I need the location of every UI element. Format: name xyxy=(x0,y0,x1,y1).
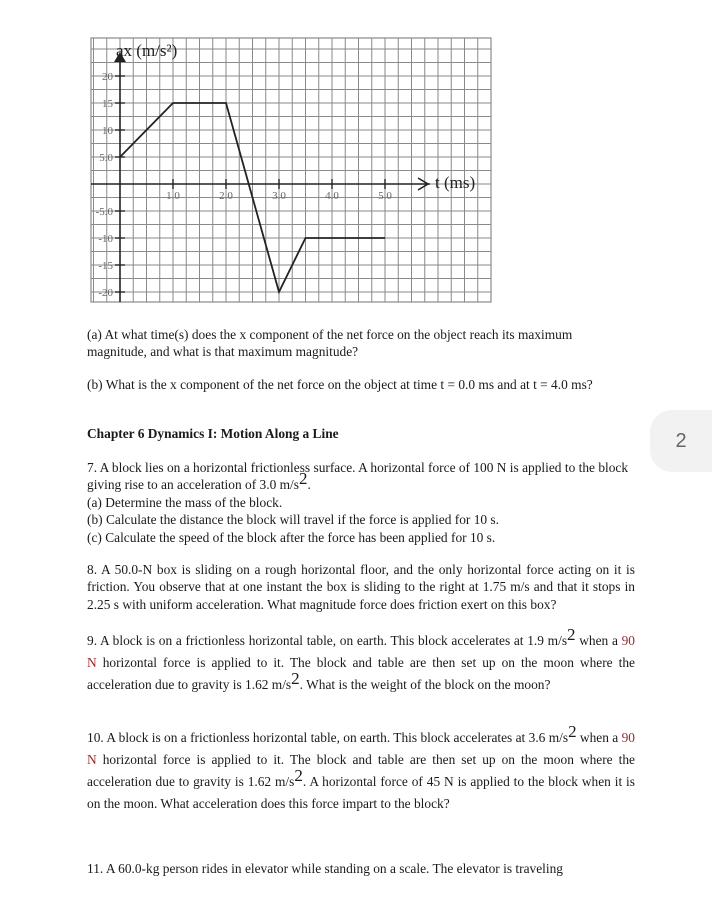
question-9: 9. A block is on a frictionless horizontal table, on earth. This block accelerates at 1.9 m/s2 when a 90 N horizontal force is applied to it. The block and table are then set up on the moon where the acceleration due to gravity is 1.62 m/s2. What is the weight of the block on the moon? xyxy=(87,625,635,692)
q7-part-a: (a) Determine the mass of the block. xyxy=(87,494,283,510)
y-tick-label: -10 xyxy=(98,233,113,245)
y-tick-label: -5.0 xyxy=(95,206,113,218)
y-tick-label: 5.0 xyxy=(99,152,113,164)
q10-force-value: 90 N xyxy=(87,730,635,767)
x-tick-label: 5.0 xyxy=(378,190,392,202)
x-axis-label: t (ms) xyxy=(435,173,476,192)
q7-part-c: (c) Calculate the speed of the block after the force has been applied for 10 s. xyxy=(87,529,496,545)
x-tick-label: 1.0 xyxy=(166,190,180,202)
x-tick-label: 4.0 xyxy=(325,190,339,202)
x-tick-label: 2.0 xyxy=(219,190,233,202)
question-b: (b) What is the x component of the net force on the object at time t = 0.0 ms and at t = 4.0 ms? xyxy=(87,377,593,392)
page-number-badge[interactable]: 2 xyxy=(650,410,712,472)
y-tick-label: 15 xyxy=(102,98,113,110)
question-10: 10. A block is on a frictionless horizontal table, on earth. This block accelerates at 3.6 m/s2 when a 90 N horizontal force is applied to it. The block and table are then set up on the moon where the acceleration due to gravity is 1.62 m/s2. A horizontal force of 45 N is applied to the block when it is on the moon. What acceleration does this force impart to the block? xyxy=(87,722,635,811)
graph-grid xyxy=(91,38,491,302)
q7-intro: 7. A block lies on a horizontal frictionless surface. A horizontal force of 100 N is applied to the block giving rise to an acceleration of 3.0 m/s2. xyxy=(87,460,629,493)
y-tick-label: -15 xyxy=(98,260,113,272)
x-tick-label: 3.0 xyxy=(272,190,286,202)
question-7 xyxy=(87,459,635,546)
y-tick-label: -20 xyxy=(98,287,113,299)
q9-force-value: 90 N xyxy=(87,633,635,670)
y-axis-label: ax (m/s²) xyxy=(116,41,178,60)
acceleration-graph xyxy=(0,0,520,320)
y-tick-label: 20 xyxy=(102,71,113,83)
question-8: 8. A 50.0-N box is sliding on a rough horizontal floor, and the only horizontal force acting on it is friction. You observe that at one instant the box is sliding to the right at 1.75 m/s and that it stops in 2.25 s with uniform acceleration. What magnitude force does friction exert on this box? xyxy=(87,562,635,612)
question-a: (a) At what time(s) does the x component of the net force on the object reach its maximum magnitude, and what is that maximum magnitude? xyxy=(87,327,573,360)
question-11: 11. A 60.0-kg person rides in elevator while standing on a scale. The elevator is traveling xyxy=(87,861,563,876)
y-tick-label: 10 xyxy=(102,125,113,137)
chapter-heading: Chapter 6 Dynamics I: Motion Along a Line xyxy=(87,426,339,441)
q7-part-b: (b) Calculate the distance the block will travel if the force is applied for 10 s. xyxy=(87,512,499,528)
